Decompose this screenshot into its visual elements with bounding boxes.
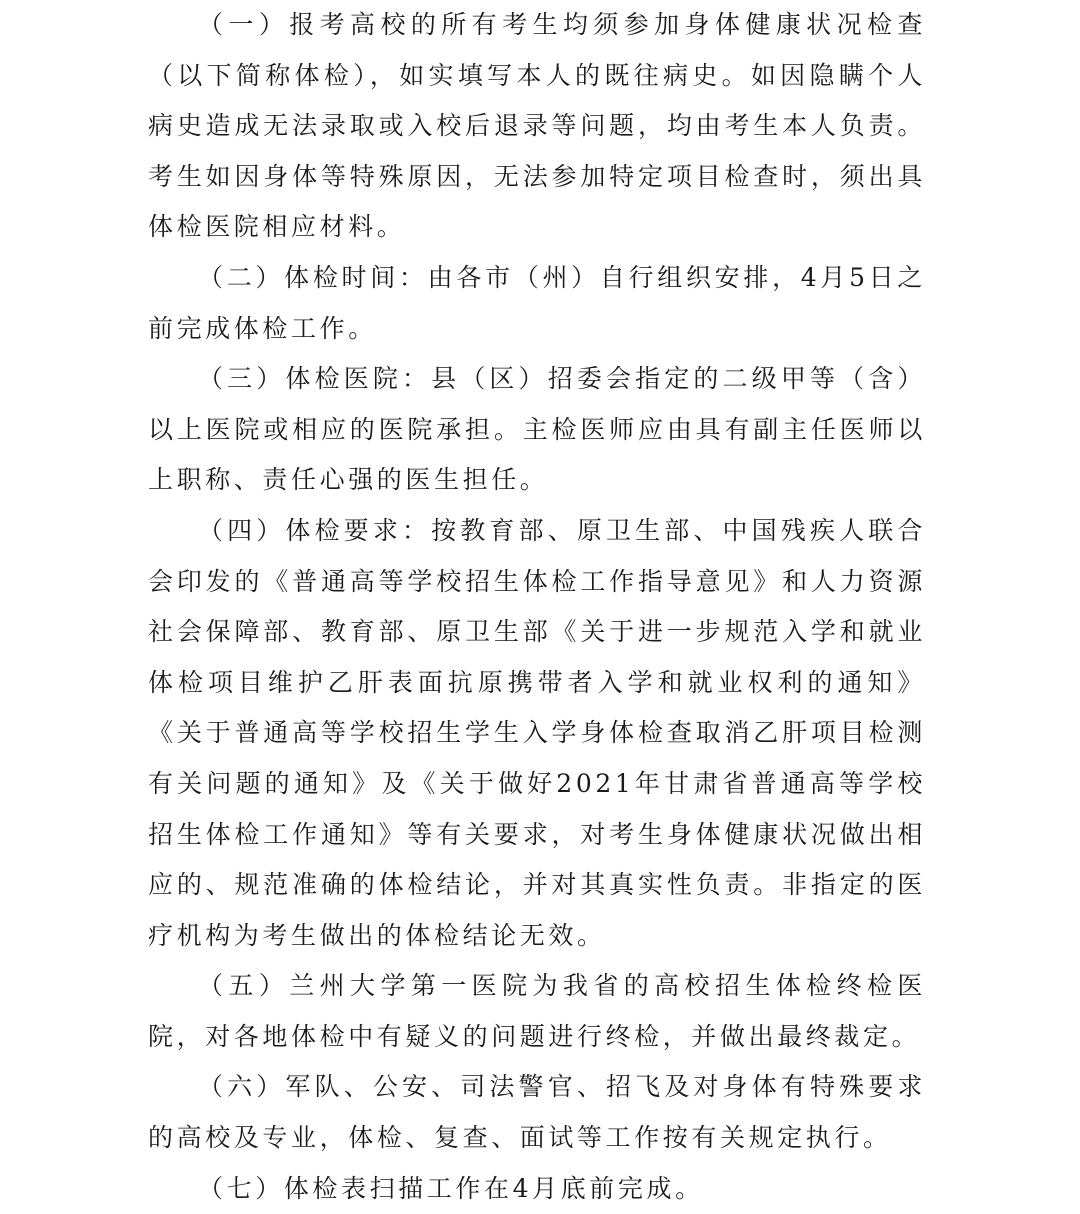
paragraph-7: （七）体检表扫描工作在4月底前完成。 [198,1173,704,1203]
paragraph-5: （五）兰州大学第一医院为我省的高校招生体检终检医院，对各地体检中有疑义的问题进行终检，并做出最终裁定。 [148,971,926,1051]
paragraph-4: （四）体检要求：按教育部、原卫生部、中国残疾人联合会印发的《普通高等学校招生体检工作指导意见》和人力资源社会保障部、教育部、原卫生部《关于进一步规范入学和就业体检项目维护乙肝表面抗原携带者入学和就业权利的通知》《关于普通高等学校招生学生入学身体检查取消乙肝项目检测有关问题的通知》及《关于做好2021年甘肃省普通高等学校招生体检工作通知》等有关要求，对考生身体健康状况做出相应的、规范准确的体检结论，并对其真实性负责。非指定的医疗机构为考生做出的体检结论无效。 [148,515,926,950]
document-body [148,0,926,1214]
paragraph-1: （一）报考高校的所有考生均须参加身体健康状况检查（以下简称体检），如实填写本人的既往病史。如因隐瞒个人病史造成无法录取或入校后退录等问题，均由考生本人负责。考生如因身体等特殊原因，无法参加特定项目检查时，须出具体检医院相应材料。 [148,10,926,242]
paragraph-3: （三）体检医院：县（区）招委会指定的二级甲等（含）以上医院或相应的医院承担。主检医师应由具有副主任医师以上职称、责任心强的医生担任。 [148,364,926,495]
paragraph-6: （六）军队、公安、司法警官、招飞及对身体有特殊要求的高校及专业，体检、复查、面试等工作按有关规定执行。 [148,1072,926,1153]
paragraph-2: （二）体检时间：由各市（州）自行组织安排，4月5日之前完成体检工作。 [148,262,926,343]
